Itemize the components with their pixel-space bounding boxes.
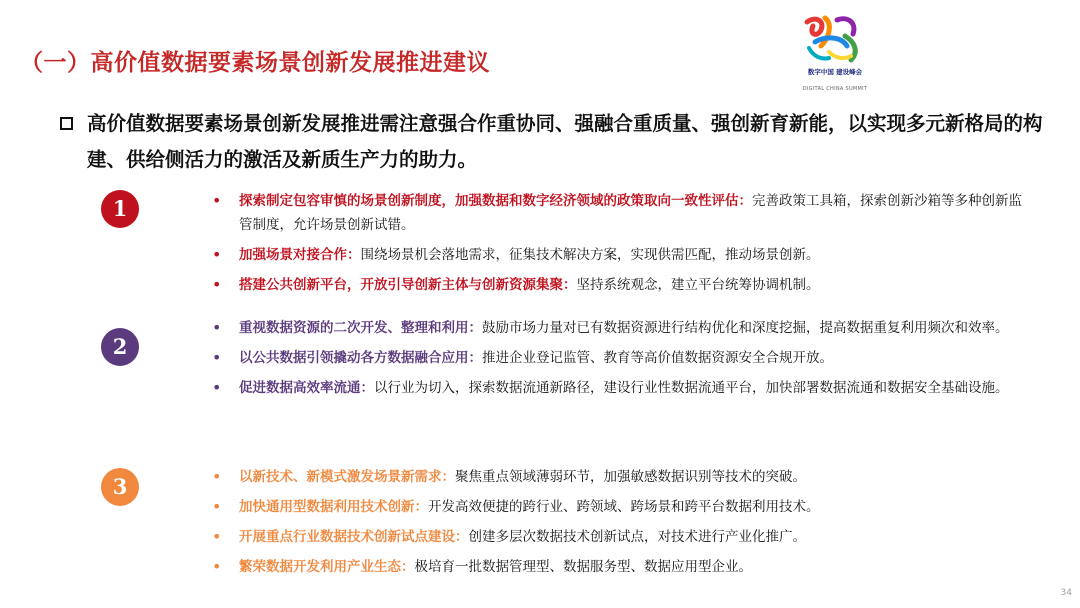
intro-paragraph — [60, 106, 1045, 178]
list-item — [212, 273, 1027, 297]
number-badge-3: 3 — [101, 468, 139, 506]
item-body: 鼓励市场力量对已有数据资源进行结构优化和深度挖掘，提高数据重复利用频次和效率。 — [482, 320, 1009, 336]
item-heading: 以公共数据引领撬动各方数据融合应用： — [239, 350, 482, 366]
checkbox-bullet-icon — [60, 117, 73, 130]
logo-subtext: DIGITAL CHINA SUMMIT — [802, 86, 868, 92]
list-item — [212, 555, 1027, 579]
item-heading: 重视数据资源的二次开发、整理和利用： — [239, 320, 482, 336]
item-heading: 促进数据高效率流通： — [239, 380, 374, 396]
item-heading: 搭建公共创新平台，开放引导创新主体与创新资源集聚： — [239, 277, 577, 293]
logo-text: 数字中国 建设峰会 — [807, 68, 863, 76]
number-badge-1: 1 — [101, 190, 139, 228]
bullet-icon: • — [212, 348, 222, 367]
item-heading: 加强场景对接合作： — [239, 247, 361, 263]
bullet-icon: • — [212, 467, 222, 486]
item-body: 坚持系统观念，建立平台统筹协调机制。 — [576, 277, 820, 293]
summit-logo — [785, 12, 885, 92]
page-title: （一）高价值数据要素场景创新发展推进建议 — [20, 50, 490, 76]
bullet-icon: • — [212, 527, 222, 546]
list-item — [212, 243, 1027, 267]
page-number: 34 — [1060, 588, 1072, 598]
summit-logo-icon — [785, 12, 885, 68]
list-item — [212, 316, 1027, 340]
list-item — [212, 189, 1027, 237]
item-body: 开发高效便捷的跨行业、跨领域、跨场景和跨平台数据利用技术。 — [428, 499, 820, 515]
item-heading: 开展重点行业数据技术创新试点建设： — [239, 529, 469, 545]
recommendation-group-1 — [212, 189, 1027, 303]
list-item — [212, 346, 1027, 370]
item-heading: 探索制定包容审慎的场景创新制度，加强数据和数字经济领域的政策取向一致性评估： — [239, 193, 752, 209]
item-body: 极培育一批数据管理型、数据服务型、数据应用型企业。 — [414, 559, 752, 575]
list-item — [212, 525, 1027, 549]
bullet-icon: • — [212, 318, 222, 337]
item-body: 围绕场景机会落地需求，征集技术解决方案，实现供需匹配，推动场景创新。 — [360, 247, 820, 263]
item-body: 创建多层次数据技术创新试点，对技术进行产业化推广。 — [468, 529, 806, 545]
item-heading: 加快通用型数据利用技术创新： — [239, 499, 428, 515]
item-body: 聚焦重点领域薄弱环节，加强敏感数据识别等技术的突破。 — [455, 469, 806, 485]
list-item — [212, 376, 1027, 400]
bullet-icon: • — [212, 275, 222, 294]
bullet-icon: • — [212, 245, 222, 264]
list-item — [212, 465, 1027, 489]
intro-text: 高价值数据要素场景创新发展推进需注意强合作重协同、强融合重质量、强创新育新能，以实现多元新格局的构建、供给侧活力的激活及新质生产力的助力。 — [87, 112, 1043, 171]
number-badge-2: 2 — [101, 328, 139, 366]
bullet-icon: • — [212, 497, 222, 516]
recommendation-group-2 — [212, 316, 1027, 406]
item-body: 以行业为切入，探索数据流通新路径，建设行业性数据流通平台，加快部署数据流通和数据安全基础设施。 — [374, 380, 1009, 396]
item-body: 推进企业登记监管、教育等高价值数据资源安全合规开放。 — [482, 350, 833, 366]
item-heading: 以新技术、新模式激发场景新需求： — [239, 469, 455, 485]
item-body: 完善政策工具箱，探索创新沙箱等多种创新监管制度，允许场景创新试错。 — [239, 193, 1022, 233]
item-heading: 繁荣数据开发利用产业生态： — [239, 559, 415, 575]
list-item — [212, 495, 1027, 519]
bullet-icon: • — [212, 191, 222, 210]
bullet-icon: • — [212, 378, 222, 397]
bullet-icon: • — [212, 557, 222, 576]
recommendation-group-3 — [212, 465, 1027, 585]
